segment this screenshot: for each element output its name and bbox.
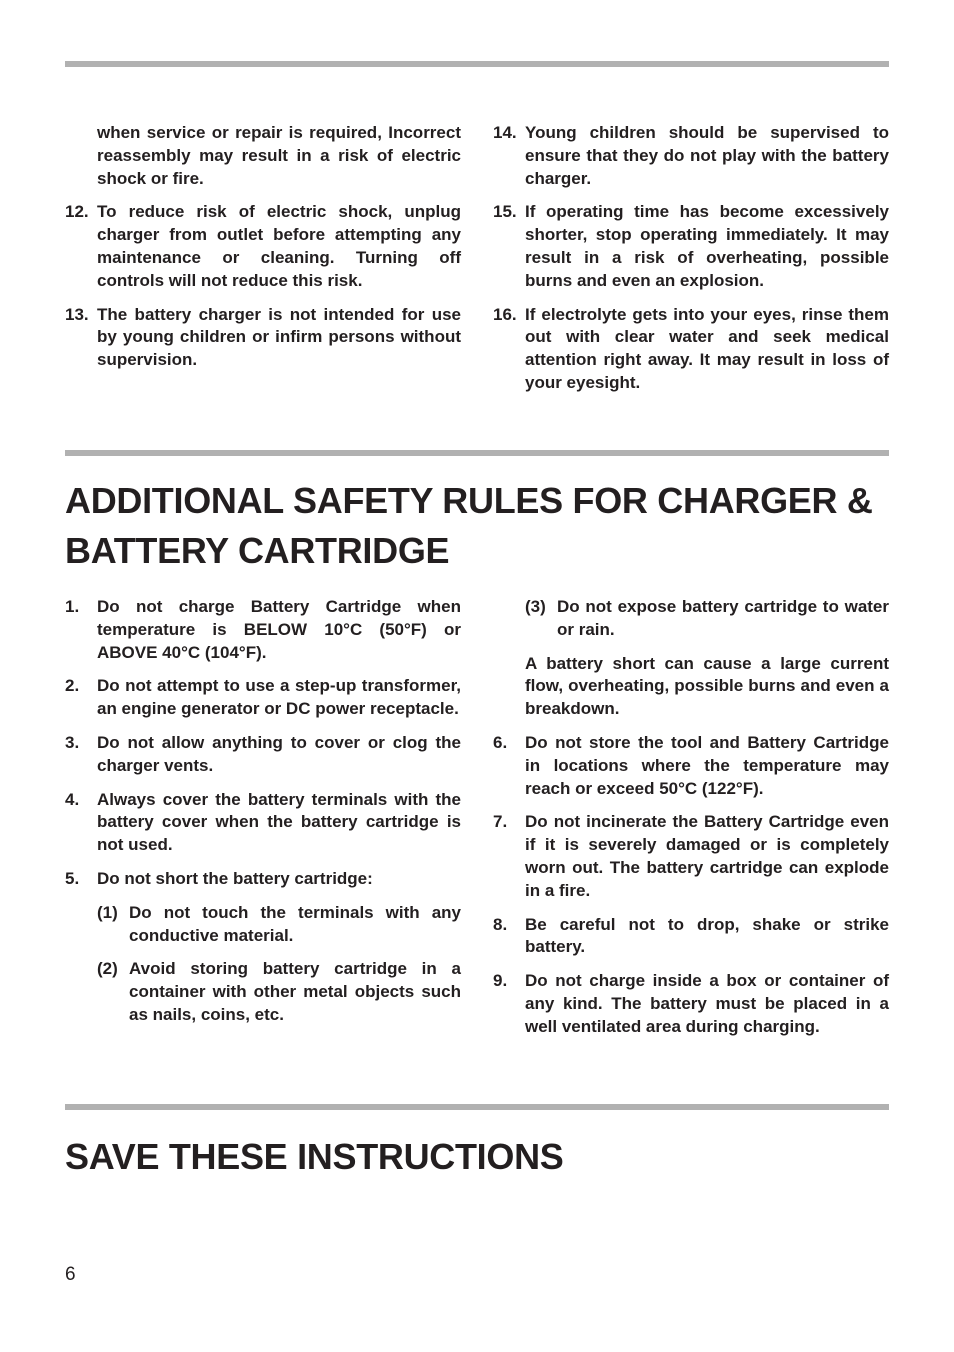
subitem-number: (1) bbox=[97, 902, 118, 922]
item-number: 16. bbox=[493, 304, 517, 324]
top-left-column bbox=[65, 122, 461, 383]
item-number: 14. bbox=[493, 123, 517, 142]
rule-subitem-1 bbox=[65, 902, 461, 948]
section-rule-2 bbox=[65, 1104, 889, 1110]
item-text: Do not incinerate the Battery Cartridge even if it is severely damaged or is completely worn out. The battery cartridge can explode in a fire. bbox=[525, 812, 889, 900]
subitem-text: Do not touch the terminals with any conductive material. bbox=[129, 902, 461, 945]
item-text: Do not store the tool and Battery Cartridge in locations where the temperature may reach or exceed 50°C (122°F). bbox=[525, 732, 889, 798]
item-number: 7. bbox=[493, 812, 508, 832]
item-number: 13. bbox=[65, 304, 89, 324]
list-item-continued bbox=[65, 122, 461, 190]
item-text: Do not short the battery cartridge: bbox=[97, 868, 373, 888]
item-number: 6. bbox=[493, 732, 508, 752]
rule-item-1 bbox=[65, 596, 461, 664]
title-line-1: ADDITIONAL SAFETY RULES FOR CHARGER & bbox=[65, 480, 873, 521]
item-number: 8. bbox=[493, 914, 508, 934]
item-text: Always cover the battery terminals with the battery cover when the battery cartridge is not used. bbox=[97, 789, 461, 855]
item-text: Do not charge inside a box or container of any kind. The battery must be placed in a well ventilated area during charging. bbox=[525, 971, 889, 1036]
item-text: Be careful not to drop, shake or strike battery. bbox=[525, 914, 889, 957]
subitem-text: Avoid storing battery cartridge in a container with other metal objects such as nails, coins, etc. bbox=[129, 959, 461, 1024]
rule-item-5 bbox=[65, 868, 461, 891]
rule-subitem-3 bbox=[493, 596, 889, 642]
rule-item-7 bbox=[493, 811, 889, 902]
item-number: 15. bbox=[493, 202, 517, 222]
item-text: If operating time has become excessively shorter, stop operating immediately. It may result in a risk of overheating, possible burns and even an explosion. bbox=[525, 202, 889, 290]
rules-left-column bbox=[65, 596, 461, 1038]
subitem-number: (2) bbox=[97, 959, 118, 979]
battery-short-note: A battery short can cause a large current flow, overheating, possible burns and even a breakdown. bbox=[525, 653, 889, 719]
item-number: 12. bbox=[65, 202, 89, 222]
subitem-text: Do not expose battery cartridge to water or rain. bbox=[557, 597, 889, 639]
item-text: To reduce risk of electric shock, unplug charger from outlet before attempting any maintenance or cleaning. Turning off controls will not reduce this risk. bbox=[97, 202, 461, 290]
rule-item-9 bbox=[493, 970, 889, 1038]
top-rule bbox=[65, 61, 889, 67]
item-number: 9. bbox=[493, 971, 508, 991]
section-title-save-instructions: SAVE THESE INSTRUCTIONS bbox=[65, 1136, 564, 1177]
item-text: If electrolyte gets into your eyes, rinse them out with clear water and seek medical attention right away. It may result in loss of your eyesight. bbox=[525, 304, 889, 392]
top-right-column bbox=[493, 122, 889, 406]
list-item-13 bbox=[65, 304, 461, 372]
item-text: Do not attempt to use a step-up transformer, an engine generator or DC power receptacle. bbox=[97, 676, 461, 719]
list-item-14 bbox=[493, 122, 889, 190]
item-text: The battery charger is not intended for use by young children or infirm persons without supervision. bbox=[97, 304, 461, 370]
item-number: 5. bbox=[65, 868, 80, 888]
rule-item-2 bbox=[65, 675, 461, 721]
rules-right-column bbox=[493, 596, 889, 1050]
subitem-number: (3) bbox=[525, 597, 546, 616]
item-number: 1. bbox=[65, 597, 80, 616]
section-rule bbox=[65, 450, 889, 456]
item-text: when service or repair is required, Incorrect reassembly may result in a risk of electric shock or fire. bbox=[97, 123, 461, 188]
list-item-16 bbox=[493, 304, 889, 395]
item-text: Do not charge Battery Cartridge when temperature is BELOW 10°C (50°F) or ABOVE 40°C (104°F). bbox=[97, 597, 461, 662]
title-line-2: BATTERY CARTRIDGE bbox=[65, 530, 450, 571]
item-number: 2. bbox=[65, 676, 80, 696]
item-number: 3. bbox=[65, 732, 80, 752]
item-text: Young children should be supervised to ensure that they do not play with the battery charger. bbox=[525, 123, 889, 188]
rule-item-8 bbox=[493, 914, 889, 960]
item-number: 4. bbox=[65, 789, 80, 809]
rule-item-4 bbox=[65, 789, 461, 857]
rule-subitem-2 bbox=[65, 958, 461, 1026]
page-number: 6 bbox=[65, 1264, 76, 1285]
rule-item-6 bbox=[493, 732, 889, 800]
section-title-additional-safety-rules bbox=[65, 476, 905, 576]
list-item-12 bbox=[65, 201, 461, 292]
rule-item-3 bbox=[65, 732, 461, 778]
list-item-15 bbox=[493, 201, 889, 292]
item-text: Do not allow anything to cover or clog the charger vents. bbox=[97, 732, 461, 775]
